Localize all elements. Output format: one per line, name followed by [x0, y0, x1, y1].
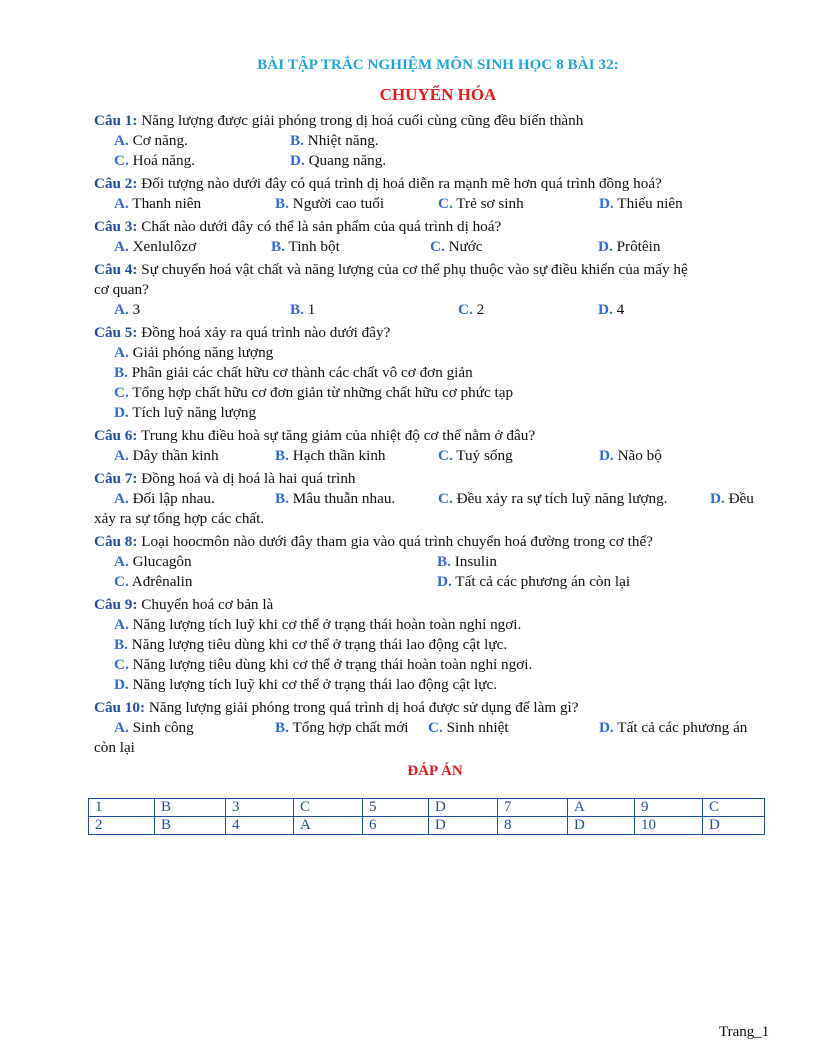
option-b: B. Năng lượng tiêu dùng khi cơ thể ở trạng thái lao động cật lực. [114, 636, 508, 653]
option-c: C. Nước [430, 238, 483, 255]
option-list [94, 343, 784, 423]
answer-key-table [88, 798, 765, 835]
option-a: A. Đối lập nhau. [114, 490, 215, 507]
answer-key-title: ĐÁP ÁN [407, 763, 463, 779]
option-row [94, 572, 784, 592]
question-list [94, 108, 784, 758]
table-cell: B [155, 817, 226, 835]
option-text-continued: xảy ra sự tổng hợp các chất. [94, 510, 265, 527]
option-row [94, 300, 784, 320]
option-row [94, 552, 784, 572]
question-10 [94, 698, 784, 758]
option-b: B. Hạch thần kinh [275, 447, 386, 464]
table-cell: 3 [226, 799, 294, 817]
question-label: Câu 4: [94, 261, 138, 278]
question-7 [94, 469, 784, 529]
question-label: Câu 1: [94, 112, 138, 129]
option-d: D. Prôtêin [598, 238, 661, 255]
question-text-continued: cơ quan? [94, 281, 149, 298]
option-b: B. Nhiệt năng. [290, 132, 379, 149]
question-text: Chất nào dưới đây có thể là sản phẩm của quá trình dị hoá? [141, 218, 502, 235]
option-c: C. Tổng hợp chất hữu cơ đơn giản từ những chất hữu cơ phức tạp [114, 384, 514, 401]
question-text: Chuyển hoá cơ bản là [141, 596, 274, 613]
option-row [94, 131, 784, 151]
question-text: Đồng hoá và dị hoá là hai quá trình [141, 470, 356, 487]
document-subtitle: CHUYỂN HÓA [379, 85, 497, 104]
option-d: D. Thiếu niên [599, 195, 683, 212]
option-d: D. Tất cả các phương án [599, 719, 748, 736]
table-cell: A [294, 817, 363, 835]
option-d: D. Năng lượng tích luỹ khi cơ thể ở trạng thái lao động cật lực. [114, 676, 498, 693]
option-c: C. Tuỷ sống [438, 447, 513, 464]
table-cell: 4 [226, 817, 294, 835]
table-row [89, 817, 765, 835]
question-text: Năng lượng được giải phóng trong dị hoá cuối cùng cũng đều biến thành [141, 112, 584, 129]
table-row [89, 799, 765, 817]
question-text: Năng lượng giải phóng trong quá trình dị hoá được sử dụng để làm gì? [148, 699, 579, 716]
question-2 [94, 174, 784, 214]
table-cell: D [429, 799, 498, 817]
table-cell: 7 [498, 799, 568, 817]
option-c: C. Hoá năng. [114, 152, 195, 169]
table-cell: 6 [363, 817, 429, 835]
option-b: B. Tinh bột [271, 238, 340, 255]
option-d: D. Tích luỹ năng lượng [114, 404, 257, 421]
table-cell: 8 [498, 817, 568, 835]
option-row [94, 194, 784, 214]
table-cell: C [703, 799, 765, 817]
option-text-continued: còn lại [94, 739, 135, 756]
table-cell: 10 [635, 817, 703, 835]
option-b: B. Mâu thuẫn nhau. [275, 490, 396, 507]
option-list [94, 615, 784, 695]
table-cell: 2 [89, 817, 155, 835]
table-cell: D [568, 817, 635, 835]
option-d: D. Tất cả các phương án còn lại [437, 573, 631, 590]
option-a: A. Xenlulôzơ [114, 238, 197, 255]
table-cell: 1 [89, 799, 155, 817]
option-a: A. 3 [114, 301, 141, 318]
option-c: C. Trẻ sơ sinh [438, 195, 524, 212]
option-row [94, 718, 784, 738]
option-c: C. Đều xảy ra sự tích luỹ năng lượng. [438, 490, 668, 507]
question-label: Câu 3: [94, 218, 138, 235]
table-cell: D [429, 817, 498, 835]
table-cell: D [703, 817, 765, 835]
option-b: B. 1 [290, 301, 316, 318]
option-b: B. Phân giải các chất hữu cơ thành các chất vô cơ đơn giản [114, 364, 473, 381]
question-label: Câu 9: [94, 596, 138, 613]
option-b: B. Insulin [437, 553, 497, 570]
question-text: Đối tượng nào dưới đây có quá trình dị hoá diễn ra mạnh mẽ hơn quá trình đồng hoá? [141, 175, 662, 192]
question-label: Câu 6: [94, 427, 138, 444]
question-label: Câu 2: [94, 175, 138, 192]
table-cell: 5 [363, 799, 429, 817]
question-4 [94, 260, 784, 320]
option-row [94, 237, 784, 257]
question-6 [94, 426, 784, 466]
table-cell: B [155, 799, 226, 817]
table-cell: 9 [635, 799, 703, 817]
question-label: Câu 7: [94, 470, 138, 487]
question-label: Câu 8: [94, 533, 138, 550]
option-b: B. Người cao tuổi [275, 195, 385, 212]
option-c: C. 2 [458, 301, 485, 318]
option-d: D. Đều [710, 490, 754, 507]
question-3 [94, 217, 784, 257]
page-number: Trang_1 [719, 1024, 770, 1040]
question-text: Loại hoocmôn nào dưới đây tham gia vào quá trình chuyển hoá đường trong cơ thể? [141, 533, 653, 550]
option-c: C. Ađrênalin [114, 573, 193, 590]
option-b: B. Tổng hợp chất mới [275, 719, 409, 736]
question-label: Câu 10: [94, 699, 146, 716]
option-d: D. 4 [598, 301, 625, 318]
option-a: A. Năng lượng tích luỹ khi cơ thể ở trạng thái hoàn toàn nghỉ ngơi. [114, 616, 522, 633]
question-label: Câu 5: [94, 324, 138, 341]
option-a: A. Sinh công [114, 719, 194, 736]
question-9 [94, 595, 784, 695]
question-5 [94, 323, 784, 423]
document-title: BÀI TẬP TRẮC NGHIỆM MÔN SINH HỌC 8 BÀI 32: [257, 57, 619, 73]
option-a: A. Glucagôn [114, 553, 192, 570]
table-cell: C [294, 799, 363, 817]
question-text: Đồng hoá xảy ra quá trình nào dưới đây? [141, 324, 391, 341]
option-row [94, 446, 784, 466]
option-d: D. Não bộ [599, 447, 662, 464]
option-c: C. Sinh nhiệt [428, 719, 509, 736]
question-text: Trung khu điều hoà sự tăng giảm của nhiệt độ cơ thể nằm ở đâu? [141, 427, 536, 444]
option-a: A. Dây thần kinh [114, 447, 219, 464]
option-row [94, 489, 784, 509]
question-text: Sự chuyển hoá vật chất và năng lượng của cơ thể phụ thuộc vào sự điều khiển của mấy hệ [141, 261, 688, 278]
option-a: A. Thanh niên [114, 195, 202, 212]
question-1 [94, 111, 784, 171]
option-c: C. Năng lượng tiêu dùng khi cơ thể ở trạng thái hoàn toàn nghỉ ngơi. [114, 656, 533, 673]
option-d: D. Quang năng. [290, 152, 387, 169]
option-a: A. Giải phóng năng lượng [114, 344, 274, 361]
table-cell: A [568, 799, 635, 817]
question-8 [94, 532, 784, 592]
option-a: A. Cơ năng. [114, 132, 188, 149]
option-row [94, 151, 784, 171]
